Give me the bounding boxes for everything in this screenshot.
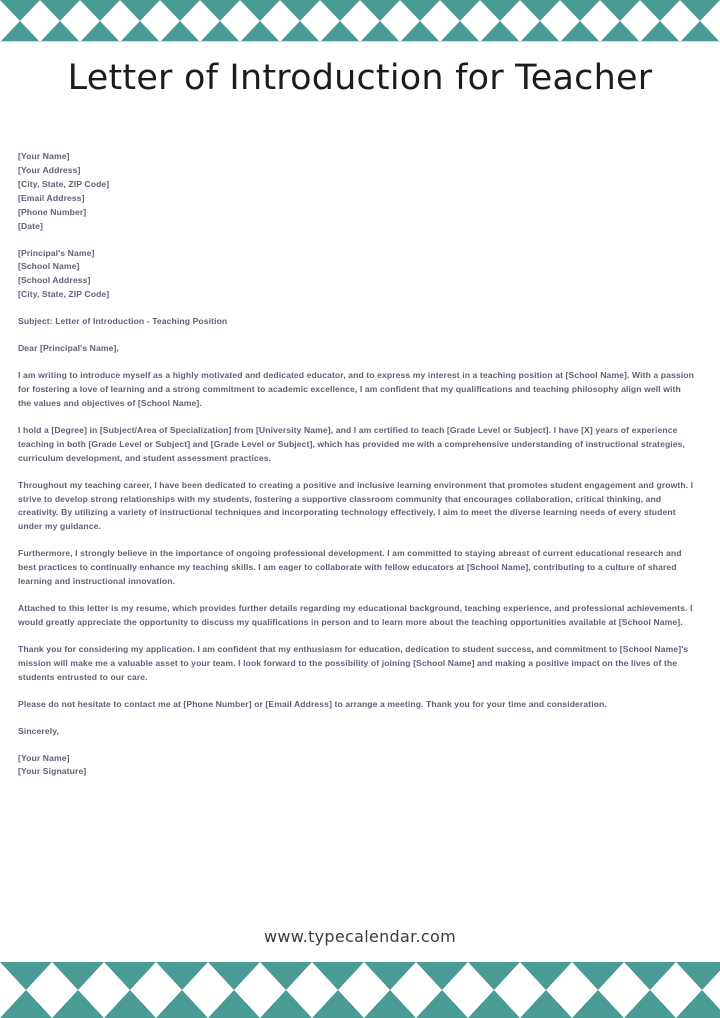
pattern-tile — [416, 990, 442, 1018]
pattern-tile — [156, 990, 182, 1018]
pattern-tile — [520, 962, 546, 990]
triangle-shape — [640, 0, 660, 21]
triangle-shape — [440, 21, 460, 42]
triangle-shape — [520, 990, 546, 1018]
pattern-tile — [680, 0, 700, 21]
triangle-shape — [120, 0, 140, 21]
triangle-shape — [140, 21, 160, 42]
triangle-shape — [40, 0, 60, 21]
pattern-tile — [78, 990, 104, 1018]
pattern-tile — [312, 990, 338, 1018]
triangle-shape — [220, 0, 240, 21]
triangle-shape — [580, 21, 600, 42]
pattern-tile — [130, 990, 156, 1018]
triangle-shape — [676, 990, 702, 1018]
triangle-shape — [180, 21, 200, 42]
recipient-name: [Principal's Name] — [18, 247, 95, 258]
pattern-tile — [620, 21, 640, 42]
pattern-tile — [280, 0, 300, 21]
triangle-shape — [0, 0, 20, 21]
pattern-tile — [620, 0, 640, 21]
pattern-tile — [420, 21, 440, 42]
triangle-shape — [500, 0, 520, 21]
triangle-shape — [360, 21, 380, 42]
pattern-tile — [60, 0, 80, 21]
pattern-tile — [60, 21, 80, 42]
pattern-tile — [100, 0, 120, 21]
pattern-tile — [220, 21, 240, 42]
triangle-shape — [100, 21, 120, 42]
pattern-tile — [120, 0, 140, 21]
triangle-shape — [100, 0, 120, 21]
pattern-tile — [80, 21, 100, 42]
pattern-tile — [26, 990, 52, 1018]
triangle-shape — [700, 0, 720, 21]
pattern-tile — [320, 0, 340, 21]
triangle-shape — [234, 990, 260, 1018]
pattern-tile — [0, 962, 26, 990]
pattern-tile — [480, 0, 500, 21]
pattern-tile — [598, 962, 624, 990]
pattern-tile — [338, 962, 364, 990]
pattern-tile — [680, 21, 700, 42]
pattern-tile — [400, 21, 420, 42]
triangle-shape — [400, 0, 420, 21]
pattern-tile — [120, 21, 140, 42]
pattern-tile — [234, 962, 260, 990]
pattern-tile — [20, 0, 40, 21]
triangle-shape — [620, 0, 640, 21]
triangle-shape — [650, 990, 676, 1018]
triangle-shape — [364, 990, 390, 1018]
bottom-decorative-border — [0, 962, 720, 1018]
pattern-tile — [624, 962, 650, 990]
triangle-shape — [208, 990, 234, 1018]
triangle-shape — [104, 990, 130, 1018]
triangle-shape — [240, 0, 260, 21]
triangle-shape — [660, 0, 680, 21]
pattern-tile — [182, 990, 208, 1018]
pattern-tile — [468, 990, 494, 1018]
triangle-shape — [208, 962, 234, 990]
triangle-shape — [338, 990, 364, 1018]
triangle-shape — [420, 21, 440, 42]
pattern-tile — [156, 962, 182, 990]
triangle-shape — [286, 990, 312, 1018]
pattern-tile — [286, 990, 312, 1018]
letter-date: [Date] — [18, 220, 43, 231]
border-pattern-row — [0, 21, 720, 42]
triangle-shape — [26, 962, 52, 990]
pattern-tile — [260, 990, 286, 1018]
triangle-shape — [60, 0, 80, 21]
triangle-shape — [360, 0, 380, 21]
pattern-tile — [440, 21, 460, 42]
triangle-shape — [240, 21, 260, 42]
body-paragraph-2: I hold a [Degree] in [Subject/Area of Specialization] from [University Name], and I am certified to teach [Grade Level or Subject]. I have [X] years of experience teaching in both [Grade Level or Subject] and [Grade Level or Subject], which has provided me with a comprehensive understanding of instructional strategies, curriculum development, and student assessment practices. — [18, 424, 686, 463]
pattern-tile — [700, 21, 720, 42]
pattern-tile — [572, 962, 598, 990]
pattern-tile — [220, 0, 240, 21]
pattern-tile — [546, 990, 572, 1018]
triangle-shape — [480, 21, 500, 42]
triangle-shape — [580, 0, 600, 21]
signature-block — [18, 752, 696, 780]
triangle-shape — [320, 0, 340, 21]
pattern-tile — [390, 990, 416, 1018]
pattern-tile — [80, 0, 100, 21]
triangle-shape — [598, 962, 624, 990]
pattern-tile — [520, 990, 546, 1018]
triangle-shape — [440, 0, 460, 21]
pattern-tile — [380, 0, 400, 21]
triangle-shape — [200, 21, 220, 42]
pattern-tile — [660, 0, 680, 21]
pattern-tile — [520, 0, 540, 21]
pattern-tile — [340, 0, 360, 21]
sender-address-block — [18, 150, 696, 234]
pattern-tile — [0, 0, 20, 21]
page-title: Letter of Introduction for Teacher — [67, 58, 653, 98]
body-paragraph-5: Attached to this letter is my resume, which provides further details regarding my educational background, teaching experience, and professional achievements. I would greatly appreciate the opportunity to discuss my qualifications in person and to learn more about the teaching opportunities available at [School Name]. — [18, 603, 693, 627]
triangle-shape — [520, 0, 540, 21]
triangle-shape — [460, 0, 480, 21]
pattern-tile — [600, 0, 620, 21]
pattern-tile — [208, 990, 234, 1018]
pattern-tile — [440, 0, 460, 21]
triangle-shape — [702, 990, 720, 1018]
triangle-shape — [680, 0, 700, 21]
pattern-tile — [130, 962, 156, 990]
pattern-tile — [0, 21, 20, 42]
triangle-shape — [620, 21, 640, 42]
pattern-tile — [460, 0, 480, 21]
pattern-tile — [624, 990, 650, 1018]
pattern-tile — [494, 990, 520, 1018]
pattern-tile — [598, 990, 624, 1018]
triangle-shape — [52, 962, 78, 990]
pattern-tile — [580, 21, 600, 42]
triangle-shape — [460, 21, 480, 42]
recipient-city-state-zip: [City, State, ZIP Code] — [18, 289, 110, 300]
triangle-shape — [0, 962, 26, 990]
pattern-tile — [494, 962, 520, 990]
body-paragraph-3: Throughout my teaching career, I have been dedicated to creating a positive and inclusive learning environment that promotes student engagement and growth. I strive to develop strong relationships with my students, fostering a supportive classroom community that encourages collaboration, critical thinking, and creativity. By utilizing a variety of instructional techniques and incorporating technology effectively, I aim to meet the diverse learning needs of every student under my guidance. — [18, 479, 694, 532]
triangle-shape — [380, 21, 400, 42]
triangle-shape — [600, 21, 620, 42]
recipient-school-address: [School Address] — [18, 275, 91, 286]
pattern-tile — [200, 0, 220, 21]
triangle-shape — [160, 21, 180, 42]
letter-body — [18, 150, 696, 779]
triangle-shape — [494, 962, 520, 990]
triangle-shape — [650, 962, 676, 990]
triangle-shape — [700, 21, 720, 42]
triangle-shape — [26, 990, 52, 1018]
triangle-shape — [52, 990, 78, 1018]
pattern-tile — [540, 0, 560, 21]
pattern-tile — [140, 0, 160, 21]
triangle-shape — [546, 962, 572, 990]
triangle-shape — [220, 21, 240, 42]
triangle-shape — [624, 962, 650, 990]
pattern-tile — [580, 0, 600, 21]
pattern-tile — [0, 990, 26, 1018]
triangle-shape — [494, 990, 520, 1018]
triangle-shape — [130, 990, 156, 1018]
pattern-tile — [640, 21, 660, 42]
pattern-tile — [442, 962, 468, 990]
triangle-shape — [338, 962, 364, 990]
pattern-tile — [240, 0, 260, 21]
pattern-tile — [208, 962, 234, 990]
pattern-tile — [78, 962, 104, 990]
pattern-tile — [702, 962, 720, 990]
pattern-tile — [182, 962, 208, 990]
triangle-shape — [156, 962, 182, 990]
signer-name: [Your Name] — [18, 752, 70, 763]
triangle-shape — [390, 990, 416, 1018]
triangle-shape — [468, 990, 494, 1018]
body-paragraph-6: Thank you for considering my application. I am confident that my enthusiasm for education, dedication to student success, and commitment to [School Name]'s mission will make me a valuable asset to your team. I look forward to the possibility of joining [School Name] and making a positive impact on the lives of the students entrusted to our care. — [18, 643, 689, 682]
pattern-tile — [260, 0, 280, 21]
triangle-shape — [20, 0, 40, 21]
pattern-tile — [390, 962, 416, 990]
triangle-shape — [180, 0, 200, 21]
pattern-tile — [340, 21, 360, 42]
recipient-school-name: [School Name] — [18, 261, 80, 272]
triangle-shape — [140, 0, 160, 21]
pattern-tile — [540, 21, 560, 42]
triangle-shape — [390, 962, 416, 990]
triangle-shape — [300, 0, 320, 21]
triangle-shape — [182, 962, 208, 990]
pattern-tile — [240, 21, 260, 42]
pattern-tile — [100, 21, 120, 42]
triangle-shape — [80, 0, 100, 21]
pattern-tile — [234, 990, 260, 1018]
pattern-tile — [300, 0, 320, 21]
triangle-shape — [420, 0, 440, 21]
triangle-shape — [300, 21, 320, 42]
triangle-shape — [540, 21, 560, 42]
triangle-shape — [260, 990, 286, 1018]
border-pattern-row — [0, 0, 720, 21]
pattern-tile — [26, 962, 52, 990]
pattern-tile — [280, 21, 300, 42]
triangle-shape — [156, 990, 182, 1018]
triangle-shape — [80, 21, 100, 42]
pattern-tile — [260, 21, 280, 42]
triangle-shape — [480, 0, 500, 21]
pattern-tile — [500, 0, 520, 21]
sign-off: Sincerely, — [18, 725, 59, 736]
triangle-shape — [560, 0, 580, 21]
pattern-tile — [420, 0, 440, 21]
triangle-shape — [572, 962, 598, 990]
triangle-shape — [624, 990, 650, 1018]
pattern-tile — [650, 962, 676, 990]
pattern-tile — [676, 990, 702, 1018]
pattern-tile — [200, 21, 220, 42]
pattern-tile — [104, 962, 130, 990]
pattern-tile — [360, 0, 380, 21]
pattern-tile — [338, 990, 364, 1018]
pattern-tile — [600, 21, 620, 42]
triangle-shape — [572, 990, 598, 1018]
pattern-tile — [560, 0, 580, 21]
triangle-shape — [680, 21, 700, 42]
subject-line: Subject: Letter of Introduction - Teaching Position — [18, 316, 228, 327]
pattern-tile — [660, 21, 680, 42]
triangle-shape — [400, 21, 420, 42]
triangle-shape — [416, 962, 442, 990]
triangle-shape — [130, 962, 156, 990]
triangle-shape — [598, 990, 624, 1018]
triangle-shape — [104, 962, 130, 990]
triangle-shape — [40, 21, 60, 42]
triangle-shape — [280, 0, 300, 21]
pattern-tile — [52, 990, 78, 1018]
pattern-tile — [140, 21, 160, 42]
triangle-shape — [560, 21, 580, 42]
pattern-tile — [160, 0, 180, 21]
triangle-shape — [380, 0, 400, 21]
triangle-shape — [200, 0, 220, 21]
triangle-shape — [0, 990, 26, 1018]
pattern-tile — [572, 990, 598, 1018]
triangle-shape — [60, 21, 80, 42]
triangle-shape — [520, 21, 540, 42]
pattern-tile — [702, 990, 720, 1018]
triangle-shape — [340, 0, 360, 21]
signature-placeholder: [Your Signature] — [18, 766, 87, 777]
pattern-tile — [676, 962, 702, 990]
triangle-shape — [416, 990, 442, 1018]
triangle-shape — [20, 21, 40, 42]
pattern-tile — [546, 962, 572, 990]
pattern-tile — [560, 21, 580, 42]
triangle-shape — [442, 962, 468, 990]
pattern-tile — [40, 0, 60, 21]
sender-address: [Your Address] — [18, 164, 81, 175]
triangle-shape — [600, 0, 620, 21]
pattern-tile — [300, 21, 320, 42]
triangle-shape — [312, 962, 338, 990]
triangle-shape — [78, 990, 104, 1018]
triangle-shape — [320, 21, 340, 42]
pattern-tile — [160, 21, 180, 42]
triangle-shape — [468, 962, 494, 990]
triangle-shape — [500, 21, 520, 42]
footer-website-url: www.typecalendar.com — [264, 927, 456, 946]
pattern-tile — [360, 21, 380, 42]
triangle-shape — [676, 962, 702, 990]
pattern-tile — [416, 962, 442, 990]
triangle-shape — [540, 0, 560, 21]
pattern-tile — [364, 962, 390, 990]
pattern-tile — [460, 21, 480, 42]
pattern-tile — [700, 0, 720, 21]
sender-city-state-zip: [City, State, ZIP Code] — [18, 178, 110, 189]
triangle-shape — [234, 962, 260, 990]
triangle-shape — [260, 21, 280, 42]
pattern-tile — [52, 962, 78, 990]
pattern-tile — [40, 21, 60, 42]
pattern-tile — [520, 21, 540, 42]
triangle-shape — [260, 962, 286, 990]
triangle-shape — [364, 962, 390, 990]
triangle-shape — [520, 962, 546, 990]
sender-name: [Your Name] — [18, 151, 70, 161]
border-pattern-row — [0, 990, 720, 1018]
header-divider-rule — [0, 41, 720, 42]
pattern-tile — [380, 21, 400, 42]
salutation: Dear [Principal's Name], — [18, 343, 119, 354]
body-paragraph-7: Please do not hesitate to contact me at [Phone Number] or [Email Address] to arrange a meeting. Thank you for your time and consideration. — [18, 698, 607, 709]
sender-email: [Email Address] — [18, 192, 85, 203]
recipient-address-block — [18, 247, 696, 303]
triangle-shape — [702, 962, 720, 990]
triangle-shape — [640, 21, 660, 42]
pattern-tile — [640, 0, 660, 21]
triangle-shape — [442, 990, 468, 1018]
pattern-tile — [480, 21, 500, 42]
top-decorative-border — [0, 0, 720, 42]
body-paragraph-4: Furthermore, I strongly believe in the importance of ongoing professional development. I am committed to staying abreast of current educational research and best practices to continually enhance my teaching skills. I am eager to collaborate with fellow educators at [School Name], contributing to a culture of shared learning and instructional innovation. — [18, 548, 682, 587]
triangle-shape — [260, 0, 280, 21]
triangle-shape — [182, 990, 208, 1018]
triangle-shape — [160, 0, 180, 21]
triangle-shape — [280, 21, 300, 42]
triangle-shape — [120, 21, 140, 42]
pattern-tile — [468, 962, 494, 990]
sender-phone: [Phone Number] — [18, 206, 87, 217]
pattern-tile — [500, 21, 520, 42]
pattern-tile — [104, 990, 130, 1018]
pattern-tile — [180, 21, 200, 42]
border-pattern-row — [0, 962, 720, 990]
pattern-tile — [400, 0, 420, 21]
triangle-shape — [660, 21, 680, 42]
pattern-tile — [286, 962, 312, 990]
triangle-shape — [546, 990, 572, 1018]
triangle-shape — [312, 990, 338, 1018]
body-paragraph-1: I am writing to introduce myself as a highly motivated and dedicated educator, and to express my interest in a teaching position at [School Name]. With a passion for fostering a love of learning and a strong commitment to academic excellence, I am confident that my qualifications and teaching philosophy align well with the values and objectives of [School Name]. — [18, 370, 694, 408]
pattern-tile — [180, 0, 200, 21]
pattern-tile — [650, 990, 676, 1018]
pattern-tile — [320, 21, 340, 42]
pattern-tile — [20, 21, 40, 42]
triangle-shape — [286, 962, 312, 990]
pattern-tile — [260, 962, 286, 990]
triangle-shape — [0, 21, 20, 42]
pattern-tile — [442, 990, 468, 1018]
triangle-shape — [78, 962, 104, 990]
pattern-tile — [364, 990, 390, 1018]
triangle-shape — [340, 21, 360, 42]
pattern-tile — [312, 962, 338, 990]
